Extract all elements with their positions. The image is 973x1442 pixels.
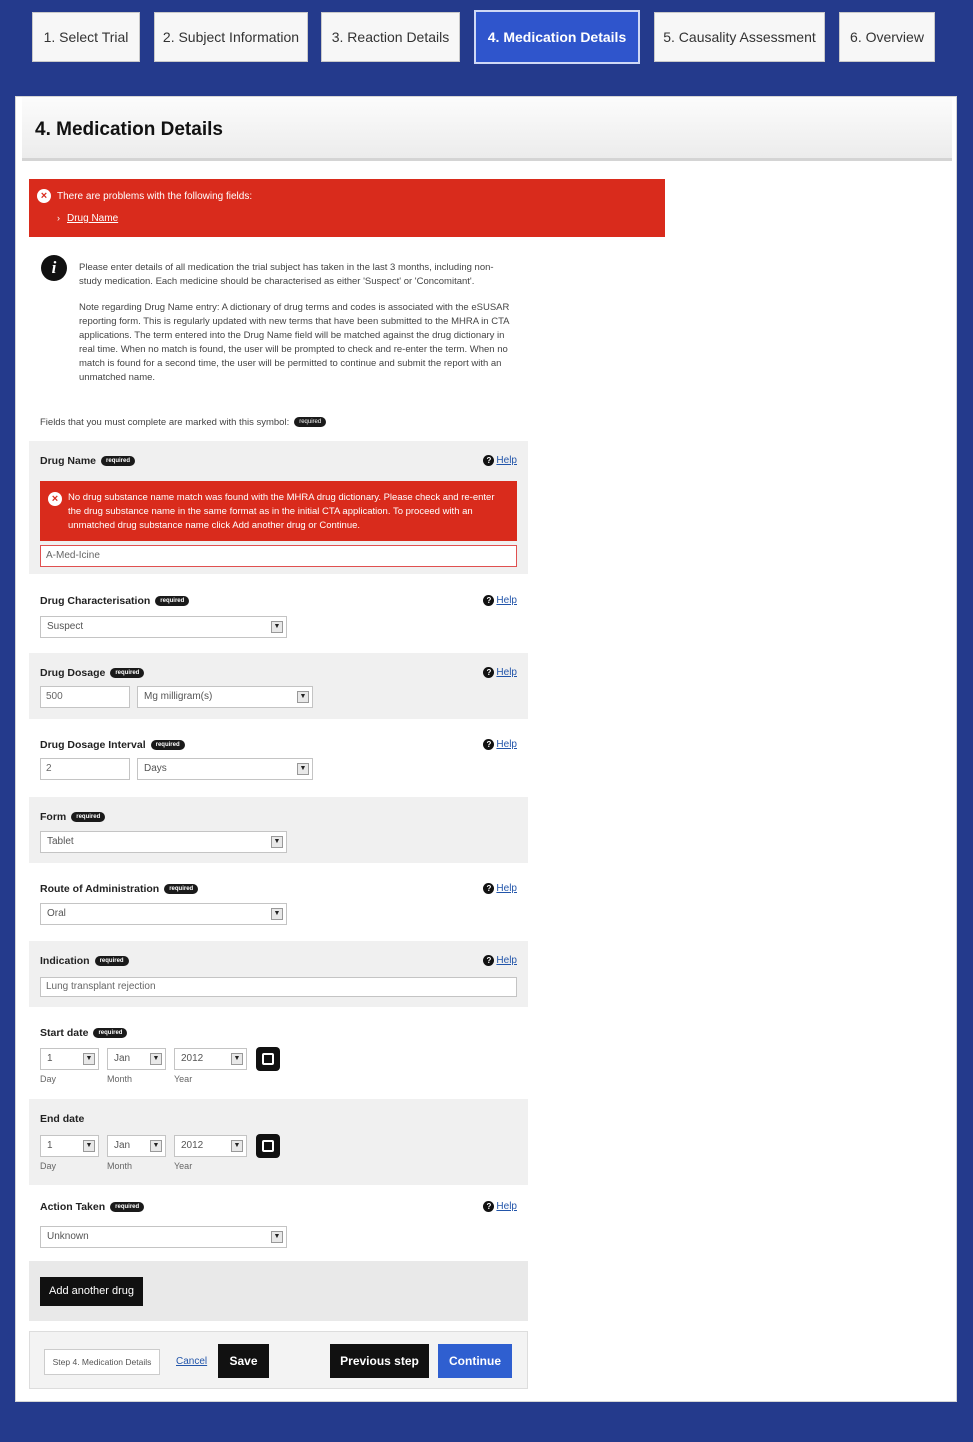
select-value: Jan (114, 1053, 131, 1064)
help-label: Help (496, 955, 517, 966)
field-label (40, 739, 185, 751)
step-tab-overview[interactable] (839, 12, 935, 62)
chevron-down-icon: ▼ (271, 836, 283, 848)
required-note-text: Fields that you must complete are marked with this symbol: (40, 417, 290, 428)
start-day-select[interactable] (40, 1048, 99, 1070)
error-summary-title: There are problems with the following fields: (57, 191, 253, 202)
help-icon: ? (483, 883, 494, 894)
select-value: Days (144, 763, 167, 774)
step-tab-label: 6. Overview (850, 29, 924, 45)
required-badge: required (110, 1202, 144, 1212)
continue-button[interactable]: Continue (438, 1344, 512, 1378)
help-link[interactable] (483, 739, 517, 750)
cancel-link[interactable]: Cancel (176, 1356, 208, 1367)
start-date-label: Start date (40, 1027, 89, 1039)
help-label: Help (496, 667, 517, 678)
required-badge: required (151, 740, 185, 750)
drug-name-error-text: No drug substance name match was found with the MHRA drug dictionary. Please check and re-enter the drug substance name in the same format as in the initial CTA application. To proceed with an unmatched drug substance name click Add another drug or Continue. (68, 492, 495, 531)
help-label: Help (496, 455, 517, 466)
drug-dosage-interval-amount-input[interactable]: 2 (40, 758, 130, 780)
select-value: Tablet (47, 836, 74, 847)
month-sub-label: Month (107, 1161, 133, 1171)
chevron-down-icon: ▼ (83, 1140, 95, 1152)
chevron-down-icon: ▼ (271, 621, 283, 633)
select-value: Jan (114, 1140, 131, 1151)
chevron-down-icon: ▼ (83, 1053, 95, 1065)
help-label: Help (496, 1201, 517, 1212)
help-icon: ? (483, 455, 494, 466)
error-summary-banner (29, 179, 665, 237)
field-label (40, 811, 105, 823)
page-title: 4. Medication Details (35, 119, 223, 140)
form-label: Form (40, 811, 67, 823)
step-tab-label: 4. Medication Details (487, 29, 627, 45)
field-label (40, 595, 189, 607)
month-sub-label: Month (107, 1074, 133, 1084)
step-tab-subject-information[interactable] (154, 12, 308, 62)
drug-characterisation-select[interactable] (40, 616, 287, 638)
info-paragraph-2: Note regarding Drug Name entry: A dictionary of drug terms and codes is associated with the eSUSAR reporting form. This is regularly updated with new terms that have been submitted to the MHRA in CTA applications. The term entered into the Drug Name field will be matched against the drug dictionary in real time. When no match is found, the user will be prompted to check and re-enter the term. When no match is found for a second time, the user will be permitted to continue and submit the report with an unmatched name. (79, 302, 510, 383)
help-link[interactable] (483, 667, 517, 678)
required-badge: required (95, 956, 129, 966)
chevron-down-icon: ▼ (297, 691, 309, 703)
field-label (40, 667, 144, 679)
indication-label: Indication (40, 955, 90, 967)
error-icon: × (48, 492, 62, 506)
field-drug-dosage-interval (29, 725, 528, 791)
chevron-down-icon: ▼ (271, 908, 283, 920)
help-label: Help (496, 739, 517, 750)
field-start-date (29, 1013, 528, 1097)
chevron-down-icon: ▼ (271, 1231, 283, 1243)
end-year-select[interactable] (174, 1135, 247, 1157)
field-label (40, 1027, 127, 1039)
chevron-down-icon: ▼ (231, 1053, 243, 1065)
help-link[interactable] (483, 955, 517, 966)
bullet-icon: › (57, 213, 60, 223)
help-link[interactable] (483, 883, 517, 894)
field-indication (29, 941, 528, 1007)
drug-characterisation-label: Drug Characterisation (40, 595, 151, 607)
form-select[interactable] (40, 831, 287, 853)
start-year-select[interactable] (174, 1048, 247, 1070)
medication-form (29, 241, 528, 1321)
help-link[interactable] (483, 455, 517, 466)
route-select[interactable] (40, 903, 287, 925)
step-tab-label: 5. Causality Assessment (663, 29, 816, 45)
day-sub-label: Day (40, 1161, 57, 1171)
help-icon: ? (483, 955, 494, 966)
action-taken-label: Action Taken (40, 1201, 106, 1213)
help-link[interactable] (483, 595, 517, 606)
step-navigation (0, 10, 973, 64)
select-value: Unknown (47, 1231, 89, 1242)
drug-name-input[interactable]: A-Med-Icine (40, 545, 517, 567)
drug-dosage-interval-label: Drug Dosage Interval (40, 739, 146, 751)
step-tab-select-trial[interactable] (32, 12, 140, 62)
required-badge: required (164, 884, 198, 894)
field-label (40, 883, 198, 895)
panel-header (22, 97, 952, 161)
save-button[interactable]: Save (218, 1344, 269, 1378)
field-form (29, 797, 528, 863)
field-action-taken (29, 1187, 528, 1259)
step-tab-reaction-details[interactable] (321, 12, 460, 62)
field-drug-name (29, 441, 528, 574)
required-badge: required (93, 1028, 127, 1038)
error-icon: × (37, 189, 51, 203)
form-footer (29, 1331, 528, 1389)
select-value: Mg milligram(s) (144, 691, 213, 702)
drug-dosage-amount-input[interactable]: 500 (40, 686, 130, 708)
field-drug-dosage (29, 653, 528, 719)
chevron-down-icon: ▼ (150, 1140, 162, 1152)
end-date-label: End date (40, 1113, 85, 1125)
required-badge: required (71, 812, 105, 822)
info-paragraph-1: Please enter details of all medication the trial subject has taken in the last 3 months, including non-study medication. Each medicine should be characterised as either 'Suspect' or 'Concomitant'. (79, 262, 494, 287)
select-value: Suspect (47, 621, 84, 632)
field-drug-characterisation (29, 581, 528, 647)
help-label: Help (496, 883, 517, 894)
required-note (40, 417, 326, 428)
route-label: Route of Administration (40, 883, 160, 895)
step-indicator: Step 4. Medication Details (44, 1349, 160, 1375)
help-icon: ? (483, 739, 494, 750)
select-value: Oral (47, 908, 66, 919)
year-sub-label: Year (174, 1074, 193, 1084)
start-month-select[interactable] (107, 1048, 166, 1070)
day-sub-label: Day (40, 1074, 57, 1084)
required-badge: required (294, 417, 326, 427)
select-value: 2012 (181, 1053, 204, 1064)
help-label: Help (496, 595, 517, 606)
error-link-drug-name[interactable]: Drug Name (67, 213, 119, 224)
chevron-down-icon: ▼ (297, 763, 309, 775)
end-day-select[interactable] (40, 1135, 99, 1157)
help-icon: ? (483, 667, 494, 678)
main-panel (15, 96, 957, 1402)
step-tab-medication-details[interactable] (474, 10, 640, 64)
chevron-down-icon: ▼ (231, 1140, 243, 1152)
step-tab-causality-assessment[interactable] (654, 12, 825, 62)
drug-dosage-label: Drug Dosage (40, 667, 106, 679)
previous-step-button[interactable]: Previous step (330, 1344, 429, 1378)
info-icon: i (41, 255, 67, 281)
step-tab-label: 2. Subject Information (162, 29, 300, 45)
field-label (40, 955, 129, 967)
year-sub-label: Year (174, 1161, 193, 1171)
add-another-drug-button[interactable]: Add another drug (40, 1277, 143, 1306)
help-link[interactable] (483, 1201, 517, 1212)
drug-dosage-unit-select[interactable] (137, 686, 313, 708)
drug-name-error (40, 481, 517, 541)
help-icon: ? (483, 595, 494, 606)
select-value: 2012 (181, 1140, 204, 1151)
end-month-select[interactable] (107, 1135, 166, 1157)
calendar-icon[interactable] (256, 1134, 280, 1158)
info-box (29, 241, 528, 441)
indication-input[interactable]: Lung transplant rejection (40, 977, 517, 997)
chevron-down-icon: ▼ (150, 1053, 162, 1065)
select-value: 1 (47, 1140, 53, 1151)
add-drug-section (29, 1261, 528, 1321)
field-label (40, 1201, 144, 1213)
select-value: 1 (47, 1053, 53, 1064)
field-label (40, 455, 135, 467)
required-badge: required (155, 596, 189, 606)
field-route-of-administration (29, 869, 528, 935)
required-badge: required (101, 456, 135, 466)
drug-name-label: Drug Name (40, 455, 97, 467)
field-end-date (29, 1099, 528, 1185)
required-badge: required (110, 668, 144, 678)
step-tab-label: 3. Reaction Details (331, 29, 450, 45)
action-taken-select[interactable] (40, 1226, 287, 1248)
help-icon: ? (483, 1201, 494, 1212)
drug-dosage-interval-unit-select[interactable] (137, 758, 313, 780)
calendar-icon[interactable] (256, 1047, 280, 1071)
step-tab-label: 1. Select Trial (43, 29, 129, 45)
